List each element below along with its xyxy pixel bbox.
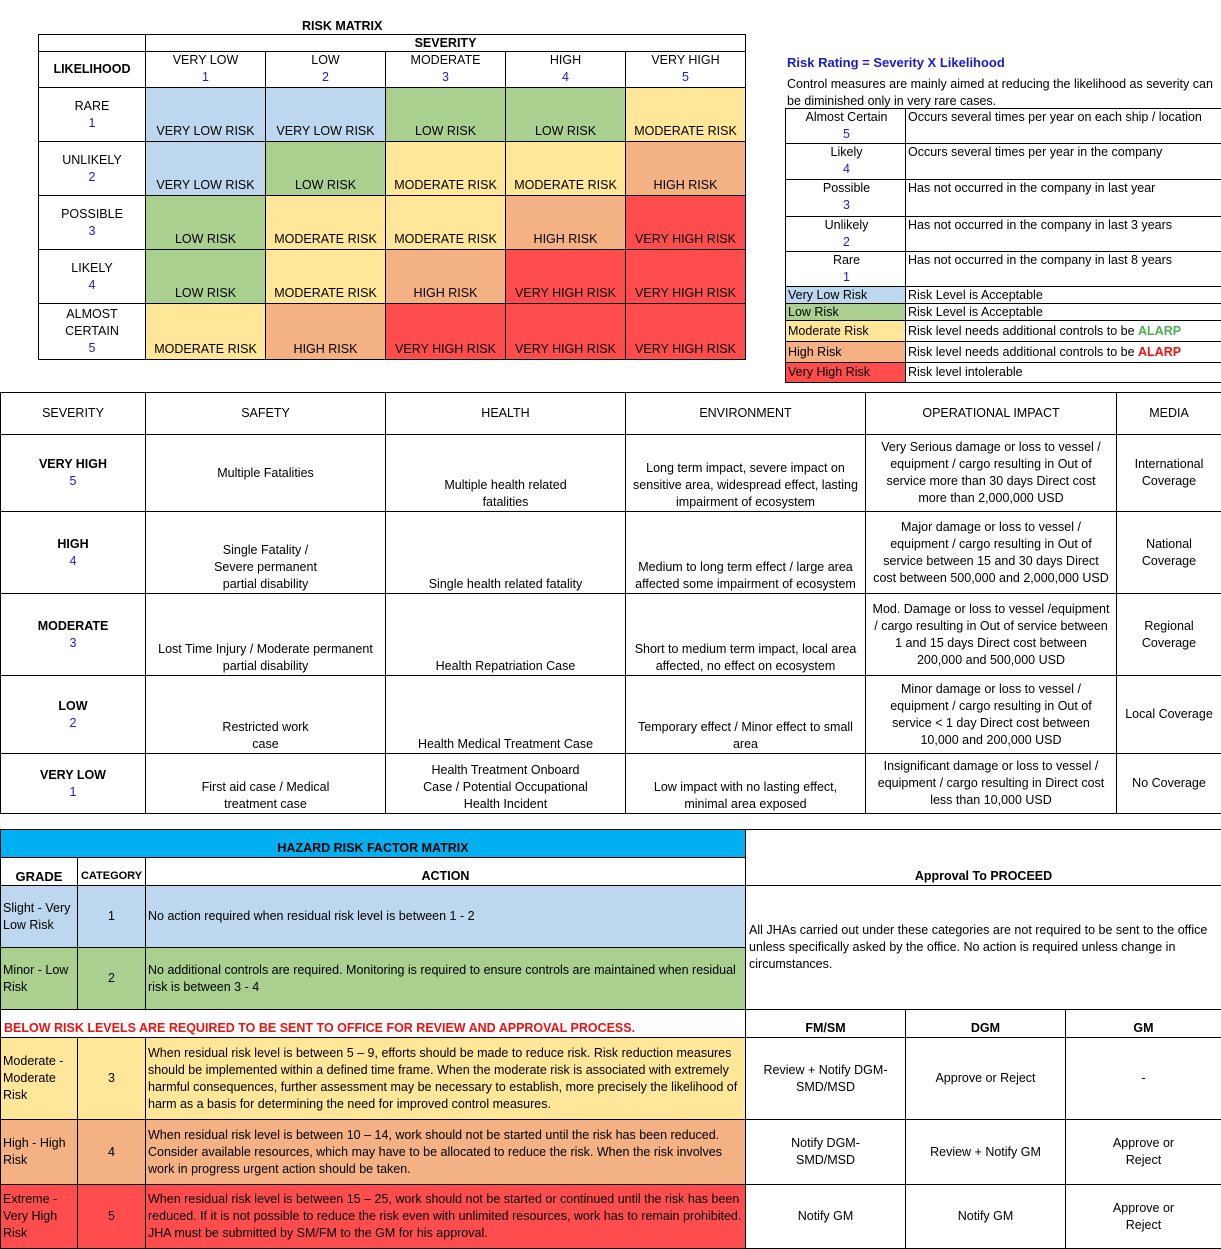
grade-header: GRADE — [1, 858, 78, 886]
likelihood-label: Rare 1 — [786, 252, 906, 287]
operational-cell: Minor damage or loss to vessel / equipment / cargo resulting in Out of service < 1 day Direct cost between 10,000 and 200,000 USD — [866, 676, 1117, 754]
role-header: FM/SM — [746, 1010, 906, 1038]
environment-cell: Low impact with no lasting effect, minimal area exposed — [626, 754, 866, 814]
dgm-cell: Notify GM — [906, 1185, 1066, 1249]
likelihood-desc: Has not occurred in the company in last 3 years — [906, 217, 1221, 252]
likelihood-row-label: POSSIBLE 3 — [39, 196, 146, 250]
operational-cell: Insignificant damage or loss to vessel / equipment / cargo resulting in Direct cost less than 10,000 USD — [866, 754, 1117, 814]
action-cell: When residual risk level is between 15 – 25, work should not be started or continued until the risk has been reduced. If it is not possible to reduce the risk even with unlimited resources, work has to remain prohibited. JHA must be submitted by SM/FM to the GM for his approval. — [146, 1185, 746, 1249]
severity-col: LOW 2 — [266, 52, 386, 88]
media-cell: Regional Coverage — [1117, 594, 1221, 676]
approval-text: All JHAs carried out under these categories are not required to be sent to the office unless specifically asked by the office. No action is required unless change in circumstances. — [746, 886, 1221, 1010]
level-label: Moderate Risk — [786, 321, 906, 342]
severity-table-header: SAFETY — [146, 393, 386, 435]
grade-cell: Extreme - Very High Risk — [1, 1185, 78, 1249]
environment-cell: Medium to long term effect / large area affected some impairment of ecosystem — [626, 512, 866, 594]
risk-cell: LOW RISK — [506, 88, 626, 142]
risk-cell: MODERATE RISK — [506, 142, 626, 196]
hazard-matrix — [0, 829, 1221, 1249]
severity-table-header: MEDIA — [1117, 393, 1221, 435]
risk-cell: MODERATE RISK — [266, 196, 386, 250]
role-header: DGM — [906, 1010, 1066, 1038]
level-label: Very Low Risk — [786, 287, 906, 304]
level-desc: Risk Level is Acceptable — [906, 287, 1221, 304]
severity-col: HIGH 4 — [506, 52, 626, 88]
health-cell: Single health related fatality — [386, 512, 626, 594]
safety-cell: Restricted work case — [146, 676, 386, 754]
category-cell: 1 — [78, 886, 146, 948]
environment-cell: Long term impact, severe impact on sensitive area, widespread effect, lasting impairment of ecosystem — [626, 435, 866, 512]
safety-cell: Multiple Fatalities — [146, 435, 386, 512]
risk-cell: VERY LOW RISK — [266, 88, 386, 142]
level-label: Low Risk — [786, 304, 906, 321]
media-cell: National Coverage — [1117, 512, 1221, 594]
severity-row-label: VERY LOW 1 — [1, 754, 146, 814]
severity-row-label: MODERATE 3 — [1, 594, 146, 676]
severity-table-header: HEALTH — [386, 393, 626, 435]
risk-rating-formula: Risk Rating = Severity X Likelihood — [787, 55, 1005, 70]
media-cell: International Coverage — [1117, 435, 1221, 512]
dgm-cell: Review + Notify GM — [906, 1120, 1066, 1185]
likelihood-desc: Has not occurred in the company in last year — [906, 180, 1221, 217]
health-cell: Health Repatriation Case — [386, 594, 626, 676]
risk-cell: HIGH RISK — [386, 250, 506, 304]
risk-cell: VERY HIGH RISK — [626, 304, 746, 360]
grade-cell: Minor - Low Risk — [1, 948, 78, 1010]
risk-cell: LOW RISK — [386, 88, 506, 142]
grade-cell: High - High Risk — [1, 1120, 78, 1185]
severity-row-label: VERY HIGH 5 — [1, 435, 146, 512]
severity-col: VERY LOW 1 — [146, 52, 266, 88]
likelihood-desc: Has not occurred in the company in last 8 years — [906, 252, 1221, 287]
category-header: CATEGORY — [78, 858, 146, 886]
grade-cell: Slight - Very Low Risk — [1, 886, 78, 948]
likelihood-row-label: RARE 1 — [39, 88, 146, 142]
role-header: GM — [1066, 1010, 1221, 1038]
operational-cell: Major damage or loss to vessel / equipment / cargo resulting in Out of service between 15 and 30 days Direct cost between 500,000 and 2,000,000 USD — [866, 512, 1117, 594]
health-cell: Health Medical Treatment Case — [386, 676, 626, 754]
likelihood-desc: Occurs several times per year on each ship / location — [906, 109, 1221, 144]
risk-matrix — [38, 34, 746, 360]
severity-table-header: OPERATIONAL IMPACT — [866, 393, 1117, 435]
risk-cell: HIGH RISK — [626, 142, 746, 196]
legend-table — [785, 108, 1221, 383]
risk-cell: MODERATE RISK — [626, 88, 746, 142]
media-cell: No Coverage — [1117, 754, 1221, 814]
health-cell: Health Treatment Onboard Case / Potential Occupational Health Incident — [386, 754, 626, 814]
category-cell: 5 — [78, 1185, 146, 1249]
operational-cell: Very Serious damage or loss to vessel / equipment / cargo resulting in Out of service more than 30 days Direct cost more than 2,000,000 USD — [866, 435, 1117, 512]
risk-cell: LOW RISK — [146, 250, 266, 304]
gm-cell: Approve or Reject — [1066, 1185, 1221, 1249]
risk-cell: VERY HIGH RISK — [386, 304, 506, 360]
likelihood-label: Likely 4 — [786, 144, 906, 180]
environment-cell: Short to medium term impact, local area affected, no effect on ecosystem — [626, 594, 866, 676]
risk-cell: HIGH RISK — [506, 196, 626, 250]
risk-cell: MODERATE RISK — [146, 304, 266, 360]
operational-cell: Mod. Damage or loss to vessel /equipment / cargo resulting in Out of service between 1 and 15 days Direct cost between 200,000 and 500,000 USD — [866, 594, 1117, 676]
dgm-cell: Approve or Reject — [906, 1038, 1066, 1120]
hazard-title: HAZARD RISK FACTOR MATRIX — [1, 830, 746, 858]
risk-cell: VERY LOW RISK — [146, 88, 266, 142]
severity-col: MODERATE 3 — [386, 52, 506, 88]
risk-cell: VERY HIGH RISK — [506, 250, 626, 304]
risk-cell: VERY HIGH RISK — [506, 304, 626, 360]
environment-cell: Temporary effect / Minor effect to small area — [626, 676, 866, 754]
category-cell: 3 — [78, 1038, 146, 1120]
likelihood-label: Possible 3 — [786, 180, 906, 217]
risk-cell: VERY HIGH RISK — [626, 250, 746, 304]
likelihood-row-label: UNLIKELY 2 — [39, 142, 146, 196]
severity-header: SEVERITY — [146, 35, 746, 52]
control-measures-note: Control measures are mainly aimed at reducing the likelihood as severity can be diminished only in very rare cases. — [787, 77, 1213, 108]
category-cell: 2 — [78, 948, 146, 1010]
media-cell: Local Coverage — [1117, 676, 1221, 754]
level-desc: Risk level intolerable — [906, 363, 1221, 383]
risk-cell: VERY HIGH RISK — [626, 196, 746, 250]
severity-col: VERY HIGH 5 — [626, 52, 746, 88]
health-cell: Multiple health related fatalities — [386, 435, 626, 512]
likelihood-label: Almost Certain 5 — [786, 109, 906, 144]
safety-cell: Single Fatality / Severe permanent partial disability — [146, 512, 386, 594]
grade-cell: Moderate - Moderate Risk — [1, 1038, 78, 1120]
risk-cell: MODERATE RISK — [266, 250, 386, 304]
action-cell: When residual risk level is between 10 – 14, work should not be started until the risk has been reduced. Consider available resources, which may have to be allocated to reduce the risk. When the risk involves work in progress urgent action should be taken. — [146, 1120, 746, 1185]
risk-cell: HIGH RISK — [266, 304, 386, 360]
action-cell: No action required when residual risk level is between 1 - 2 — [146, 886, 746, 948]
safety-cell: Lost Time Injury / Moderate permanent partial disability — [146, 594, 386, 676]
risk-cell: MODERATE RISK — [386, 142, 506, 196]
likelihood-row-label: ALMOST CERTAIN 5 — [39, 304, 146, 360]
category-cell: 4 — [78, 1120, 146, 1185]
severity-row-label: LOW 2 — [1, 676, 146, 754]
likelihood-row-label: LIKELY 4 — [39, 250, 146, 304]
risk-cell: LOW RISK — [266, 142, 386, 196]
likelihood-label: Unlikely 2 — [786, 217, 906, 252]
fmsm-cell: Notify GM — [746, 1185, 906, 1249]
fmsm-cell: Notify DGM-SMD/MSD — [746, 1120, 906, 1185]
level-desc: Risk level needs additional controls to be ALARP — [906, 321, 1221, 342]
approval-header: Approval To PROCEED — [746, 858, 1221, 886]
safety-cell: First aid case / Medical treatment case — [146, 754, 386, 814]
risk-cell: MODERATE RISK — [386, 196, 506, 250]
severity-row-label: HIGH 4 — [1, 512, 146, 594]
gm-cell: Approve or Reject — [1066, 1120, 1221, 1185]
severity-table-header: ENVIRONMENT — [626, 393, 866, 435]
likelihood-desc: Occurs several times per year in the company — [906, 144, 1221, 180]
risk-matrix-title: RISK MATRIX — [302, 19, 383, 33]
likelihood-header: LIKELIHOOD — [39, 52, 146, 88]
risk-cell: LOW RISK — [146, 196, 266, 250]
action-header: ACTION — [146, 858, 746, 886]
level-desc: Risk level needs additional controls to be ALARP — [906, 342, 1221, 363]
fmsm-cell: Review + Notify DGM-SMD/MSD — [746, 1038, 906, 1120]
risk-cell: VERY LOW RISK — [146, 142, 266, 196]
action-cell: When residual risk level is between 5 – 9, efforts should be made to reduce risk. Risk reduction measures should be implemented within a defined time frame. When the moderate risk is associated with extremely harmful consequences, further assessment may be necessary to establish, more precisely the likelihood of harm as a basis for determining the need for improved control measures. — [146, 1038, 746, 1120]
severity-table-header: SEVERITY — [1, 393, 146, 435]
action-cell: No additional controls are required. Monitoring is required to ensure controls are maintained when residual risk is between 3 - 4 — [146, 948, 746, 1010]
level-label: Very High Risk — [786, 363, 906, 383]
gm-cell: - — [1066, 1038, 1221, 1120]
review-warning: BELOW RISK LEVELS ARE REQUIRED TO BE SENT TO OFFICE FOR REVIEW AND APPROVAL PROCESS. — [1, 1010, 746, 1038]
severity-table — [0, 392, 1221, 814]
level-label: High Risk — [786, 342, 906, 363]
level-desc: Risk Level is Acceptable — [906, 304, 1221, 321]
